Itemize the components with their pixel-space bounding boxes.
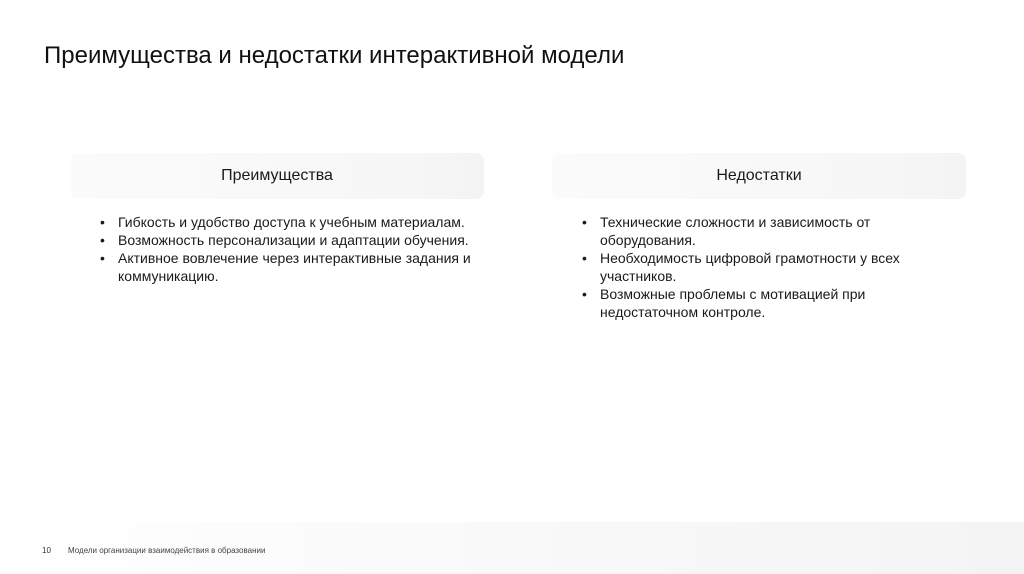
disadvantages-list [552,213,966,321]
list-item: • Возможные проблемы с мотивацией при недостаточном контроле. [582,285,966,321]
disadvantages-header: Недостатки [552,153,966,199]
slide-title: Преимущества и недостатки интерактивной модели [44,42,625,69]
page-number: 10 [42,546,51,555]
advantages-header: Преимущества [70,153,484,199]
list-item: • Гибкость и удобство доступа к учебным материалам. [100,213,484,231]
disadvantages-column [552,153,966,321]
list-item: • Возможность персонализации и адаптации обучения. [100,231,484,249]
list-item: • Технические сложности и зависимость от оборудования. [582,213,966,249]
footer-caption: Модели организации взаимодействия в образовании [68,546,266,555]
list-item: • Необходимость цифровой грамотности у всех участников. [582,249,966,285]
advantages-list [70,213,484,285]
list-item: • Активное вовлечение через интерактивные задания и коммуникацию. [100,249,484,285]
advantages-column [70,153,484,285]
